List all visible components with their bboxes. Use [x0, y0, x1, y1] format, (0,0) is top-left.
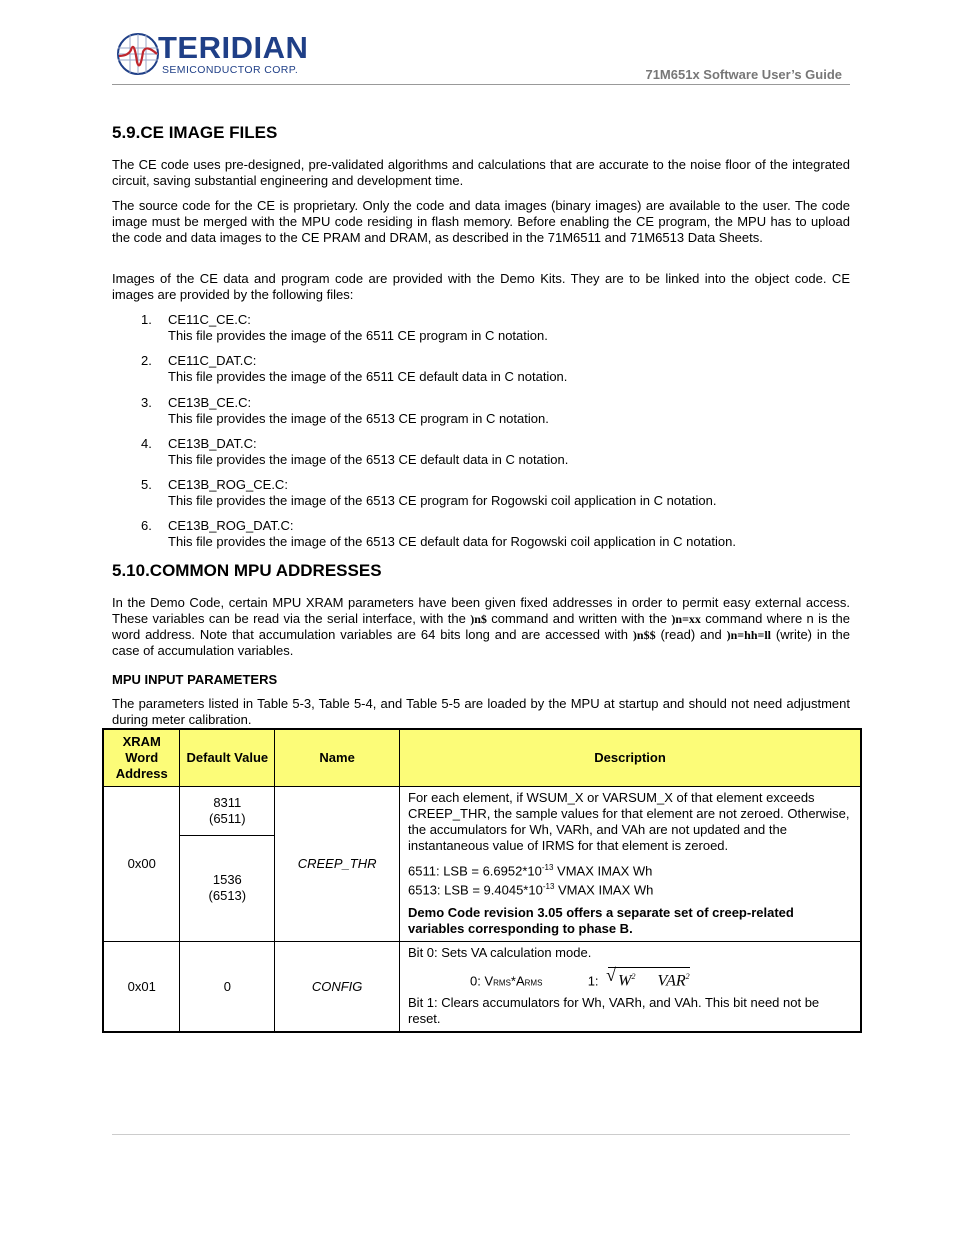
list-item-number: 2.	[141, 353, 152, 368]
table-header-row	[103, 729, 861, 787]
paragraph: The parameters listed in Table 5-3, Table 5-4, and Table 5-5 are loaded by the MPU at startup and should not need adjustment during meter calibration.	[112, 696, 850, 727]
document-title: 71M651x Software User’s Guide	[645, 67, 842, 82]
mpu-parameters-table	[102, 728, 862, 1033]
va-mode-options: 0: VRMS*ARMS 1: √ $W^2$ VAR$^2$	[470, 964, 690, 989]
header-divider	[112, 84, 850, 85]
paragraph: The source code for the CE is proprietary. Only the code and data images (binary images) are available to the user. The code image must be merged with the MPU code residing in flash memory. Before enabling the CE program, the MPU has to upload the code and data images to the CE PRAM and DRAM, as described in the 71M6511 and 71M6513 Data Sheets.	[112, 198, 850, 245]
table-row	[103, 941, 861, 1032]
paragraph: In the Demo Code, certain MPU XRAM parameters have been given fixed addresses in order to permit easy external access. These variables can be read via the serial interface, with the )n$ command and written with the )n=xx command where n is the word address. Note that accumulation variables are 64 bits long and are accessed with )n$$ (read) and )n=hh=ll (write) in the case of accumulation variables.	[112, 595, 850, 658]
list-item	[168, 518, 736, 550]
list-item-number: 4.	[141, 436, 152, 451]
brand-name: TERIDIAN	[158, 30, 309, 65]
description-cell: Bit 0: Sets VA calculation mode. 0: VRMS*ARMS 1: √ $W^2$ VAR$^2$ Bit 1: Clears accumulators for Wh, VARh, and VAh. This bit need not be reset.	[400, 941, 861, 1032]
file-description: This file provides the image of the 6513 CE program for Rogowski coil application in C notation.	[168, 493, 717, 508]
default-value-cell: 0	[180, 941, 275, 1032]
description-cell: For each element, if WSUM_X or VARSUM_X of that element exceeds CREEP_THR, the sample values for that element are not zeroed. Otherwise, the accumulators for Wh, VARh, and VAh are not updated and the instantaneous value of IRMS for that element is zeroed. 6511: LSB = $6.6952*10^{-13}$ VMAX IMAX Wh 6513: LSB = $9.4045*10^{-13}$ VMAX IMAX Wh Demo Code revision 3.05 offers a separate set of creep-related variables corresponding to phase B.	[400, 787, 861, 942]
brand-subtitle: SEMICONDUCTOR CORP.	[162, 64, 299, 76]
column-header: Default Value	[180, 729, 275, 787]
paragraph: Images of the CE data and program code are provided with the Demo Kits. They are to be linked into the object code. CE images are provided by the following files:	[112, 271, 850, 302]
list-item	[168, 312, 548, 344]
command-write: )n=xx	[671, 612, 701, 626]
file-name: CE13B_CE.C:	[168, 395, 252, 410]
address-cell: 0x00	[103, 787, 180, 942]
list-item	[168, 395, 549, 427]
section-heading-common-mpu-addresses: 5.10.COMMON MPU ADDRESSES	[112, 561, 382, 580]
column-header: Description	[400, 729, 861, 787]
teridian-logo-mark	[116, 32, 164, 80]
list-item-number: 6.	[141, 518, 152, 533]
file-name: CE11C_CE.C:	[168, 312, 251, 327]
file-name: CE13B_ROG_DAT.C:	[168, 518, 294, 533]
column-header: XRAM Word Address	[103, 729, 180, 787]
file-description: This file provides the image of the 6513 CE program in C notation.	[168, 411, 549, 426]
name-cell: CONFIG	[275, 941, 400, 1032]
address-cell: 0x01	[103, 941, 180, 1032]
file-description: This file provides the image of the 6511 CE default data in C notation.	[168, 369, 568, 384]
file-name: CE13B_ROG_CE.C:	[168, 477, 288, 492]
list-item	[168, 436, 568, 468]
sqrt-formula: √ $W^2$ VAR$^2$	[606, 964, 690, 989]
command-read: )n$	[470, 612, 487, 626]
file-description: This file provides the image of the 6511 CE program in C notation.	[168, 328, 548, 343]
command-read-64bit: )n$$	[632, 628, 656, 642]
revision-note: Demo Code revision 3.05 offers a separate set of creep-related variables corresponding to phase B.	[408, 904, 794, 936]
list-item	[168, 477, 716, 509]
list-item-number: 1.	[141, 312, 152, 327]
list-item-number: 5.	[141, 477, 152, 492]
default-value-cell: 1536 (6513)	[180, 836, 275, 942]
section-heading-ce-image-files: 5.9.CE IMAGE FILES	[112, 123, 278, 142]
list-item-number: 3.	[141, 395, 152, 410]
footer-divider	[112, 1134, 850, 1135]
column-header: Name	[275, 729, 400, 787]
table-row	[103, 787, 861, 836]
file-description: This file provides the image of the 6513 CE default data for Rogowski coil application in C notation.	[168, 534, 736, 549]
default-value-cell: 8311 (6511)	[180, 787, 275, 836]
file-name: CE13B_DAT.C:	[168, 436, 257, 451]
subheading-mpu-input-parameters: MPU INPUT PARAMETERS	[112, 672, 278, 687]
file-description: This file provides the image of the 6513 CE default data in C notation.	[168, 452, 569, 467]
name-cell: CREEP_THR	[275, 787, 400, 942]
list-item	[168, 353, 567, 385]
paragraph: The CE code uses pre-designed, pre-validated algorithms and calculations that are accurate to the noise floor of the integrated circuit, saving substantial engineering and development time.	[112, 157, 850, 188]
command-write-64bit: )n=hh=ll	[726, 628, 772, 642]
file-name: CE11C_DAT.C:	[168, 353, 257, 368]
